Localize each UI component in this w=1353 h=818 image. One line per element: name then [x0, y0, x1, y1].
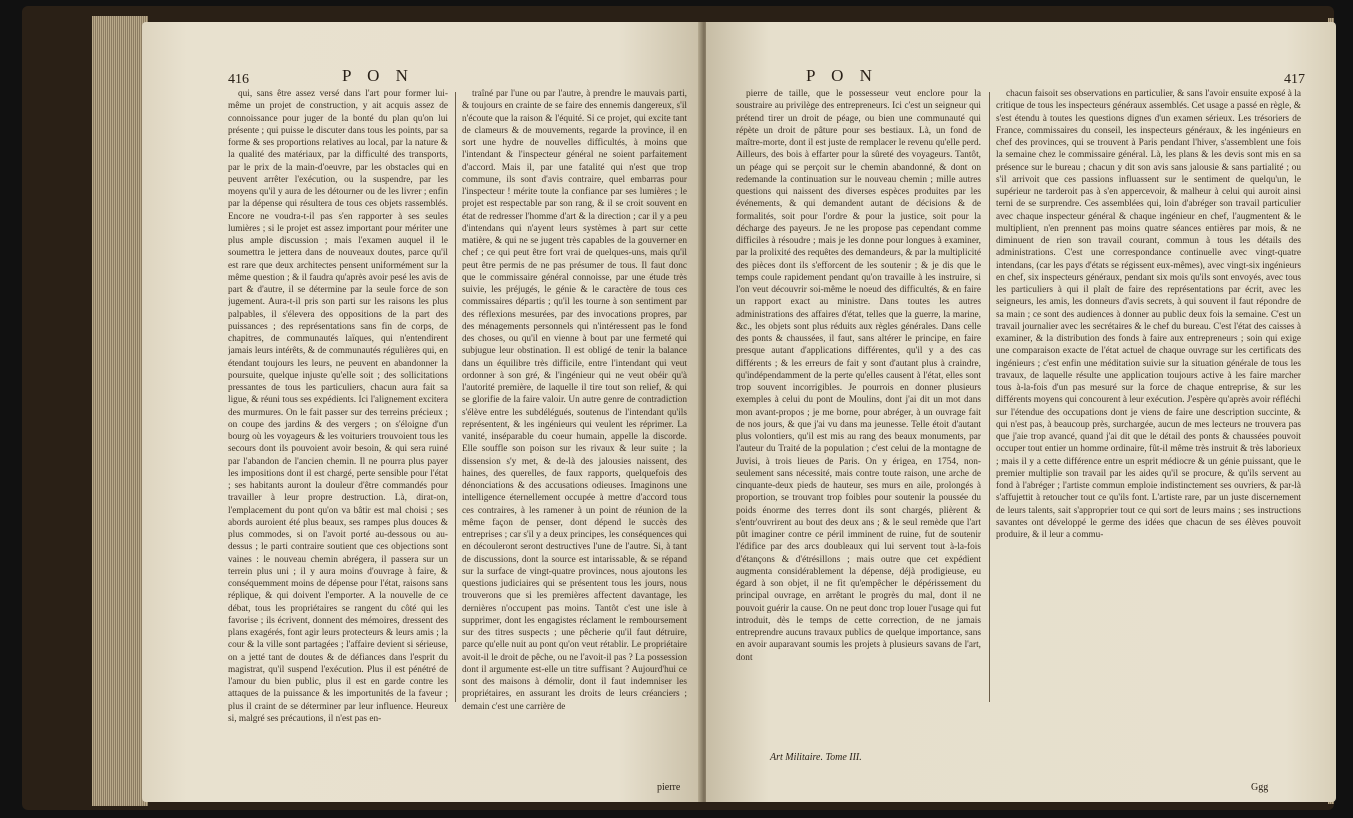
book	[22, 6, 1334, 810]
volume-footer: Art Militaire. Tome III.	[770, 752, 862, 763]
page-edges-left	[92, 16, 148, 806]
signature-mark: Ggg	[1251, 782, 1269, 793]
text-column	[228, 88, 448, 778]
column-rule	[455, 92, 456, 702]
running-header: P O N	[806, 66, 878, 85]
page-number: 416	[228, 72, 249, 87]
paragraph: chacun faisoit ses observations en particulier, & sans l'avoir ensuite exposé à la critique de tous les inspecteurs généraux assemblés. Cet usage a passé en règle, & s'est étendu à toutes les questions dignes d'un examen sérieux. Les trésoriers de France, commissaires du conseil, les inspecteurs généraux, & les ingénieurs en chef des provinces, qui se trouvent à Paris pendant l'hiver, s'assemblent une fois la semaine chez le commissaire général. Là, les plans & les devis sont mis en sa présence sur le bureau ; chacun y dit son avis sans jalousie & sans partialité ; ou s'il arrivoit que ces passions influassent sur le sentiment de quelqu'un, le supérieur ne tarderoit pas à s'en appercevoir, & malheur à celui qui auroit ainsi terni de se surprendre. Ces assemblées qui, loin d'abréger son travail particulier avec chaque inspecteur général & chaque ingénieur en chef, l'augmentent & le multiplient, n'en prennent pas moins quatre séances entières par mois, & ne diminuent de rien son travail courant, commun à tous les détails des administrations. C'est une correspondance continuelle avec vingt-quatre intendans, (car les pays d'états se régissent eux-mêmes), avec vingt-six ingénieurs en chef, six inspecteurs généraux, pendant six mois qu'ils sont envoyés, avec tous les particuliers à qui il plaît de faire des représentations par écrit, avec les seigneurs, les amis, les donneurs d'avis secrets, à qui souvent il faut répondre de sa main ; ce sont des audiences à donner au public deux fois la semaine. C'est un travail journalier avec les secrétaires & le chef du bureau. C'est l'état des caisses à examiner, & la distribution des fonds à faire aux entrepreneurs ; soin qui exige une comparaison exacte de l'état actuel de chaque ouvrage sur les certificats des ingénieurs ; c'est enfin une méditation suivie sur la situation générale de tous les travaux, de laquelle résulte une application toujours active à les faire marcher tous à-la-fois d'un pas mesuré sur la force de chaque entreprise, & sur les différents moyens qui concourent à leur exécution. J'espère qu'après avoir réfléchi sur l'étendue des occupations dont je viens de faire une description succinte, & qui n'est pas, à beaucoup près, surchargée, aucun de mes lecteurs ne trouvera pas que j'aie trop avancé, quand j'ai dit que le détail des ponts & chaussées pouvoit occuper tout entier un homme ordinaire, fût-il même très instruit & très laborieux ; mais il y a cette différence entre un esprit médiocre & un génie puissant, que le premier multiplie son travail par les aides qu'il se procure, & qu'ils servent au fond à l'abréger ; l'artiste commun emploie indistinctement ses ouvriers, & par-là s'affujettit à retoucher tout ce qu'ils font. L'artiste rare, par un juste discernement de leurs talents, sait s'approprier tout ce qui sort de leurs mains ; ses instructions savantes ont développé le germe des idées que chacun de ses élèves pouvoit produire, & il leur a commu-	[996, 89, 1301, 540]
paragraph: pierre de taille, que le possesseur veut enclore pour la soustraire au privilège des entrepreneurs. Ici c'est un seigneur qui prétend tirer un droit de péage, ou bien une communauté qui répète un droit de pâture pour ses bestiaux. Là, un fond de maître-morte, dont il est juste de remplacer le revenu qu'elle perd. Ailleurs, des bois à effarter pour la sûreté des voyageurs. Tantôt, un péage qui se perçoit sur le chemin abandonné, & dont on redemande la continuation sur le nouveau chemin ; mille autres questions qui naissent des diverses espèces produites par les événements, & qui demandent autant de décisions & de formalités, soit pour l'ordre & pour la justice, soit pour la décharge des payeurs. Je ne les propose pas cependant comme difficiles à résoudre ; mais je les donne pour longues à examiner, par la prolixité des requêtes des demandeurs, & par la multiplicité des pièces dont ils s'efforcent de les soutenir ; & je dis que le temps coule rapidement pendant qu'on travaille à les instruire, si l'on veut découvrir soi-même le noeud des difficultés, & en faire un rapport exact au ministre. Dans toutes les autres administrations des affaires d'état, telles que la guerre, la marine, &c., les objets sont plus réduits aux règles générales. Dans celle des ponts & chaussées, il faut, sans altérer le principe, en faire presque autant d'applications différentes, qu'il y a des cas différents ; & les erreurs de fait y sont d'autant plus à craindre, qu'indépendamment de la perte qu'elles causent à l'état, elles sont trop souvent incorrigibles. Je pourrois en donner plusieurs exemples à celui du pont de Moulins, dont j'ai dit un mot dans mon avant-propos ; je me borne, pour abréger, à un ouvrage fait de nos jours, & que j'ai vu dans ma jeunesse. Telle étoit d'autant plus volontiers, qu'il est mis au rang des beaux monuments, par l'auteur du Traité de la population ; c'est celui de la montagne de Juvisi, à trois lieues de Paris. On y érigea, en 1754, non-seulement sans nécessité, mais contre toute raison, une arche de cinquante-deux pieds de hauteur, ses murs en aile, prolongés à proportion, se trouvant trop foibles pour soutenir la poussée du poids énorme des terres dont ils sont chargés, plièrent & s'entr'ouvrirent au bout des deux ans ; & le seul remède que l'art pût imaginer contre ce péril imminent de ruine, fut de soutenir l'édifice par des arcs doubleaux qui lui servent tout à-la-fois d'étançons & d'étrésillons ; mais outre que cet expédient augmenta considérablement la dépense, déjà prodigieuse, eu égard à son objet, il ne fit qu'empêcher le dépérissement du principal ouvrage, en arrêtant le progrès du mal, dont il ne pouvoit guérir la cause. On ne peut donc trop louer l'usage qui fut introduit, dès le temps de cette correction, de ne jamais entreprendre aucuns travaux publics de quelque importance, sans en avoir auparavant soumis les projets à plusieurs savans de l'art, dont	[736, 89, 981, 663]
page-number: 417	[1284, 72, 1305, 87]
running-header: P O N	[342, 66, 414, 85]
paragraph: qui, sans être assez versé dans l'art pour former lui-même un projet de construction, y ait acquis assez de connoissance pour juger de la bonté du plan qu'on lui présente ; qui puisse le discuter dans tous les points, par sa forme & ses proportions relatives au local, par la nature & la qualité des matériaux, par la difficulté des transports, par le prix de la main-d'oeuvre, par les obstacles qui en peuvent arrêter l'exécution, ou la suspendre, par les moyens qu'il y aura de les détourner ou de les livrer ; enfin par la dépense qui résultera de tous ces objets rassemblés. Encore ne voudra-t-il pas s'en rapporter à ses seules lumières ; si le projet est assez important pour mériter une plus ample discussion ; mais l'examen auquel il le soumettra le jettera dans de nouveaux doutes, parce qu'il est rare que deux architectes pensent uniformément sur la même question ; & il faudra qu'après avoir pesé les avis de part & d'autre, il se détermine par la seule force de son jugement. Aura-t-il pris son parti sur les raisons les plus palpables, il s'élevera des oppositions de la part des puissances ; des représentations sans fin de corps, de chapitres, de communautés laïques, qui n'entendirent jamais leurs intérêts, & de communautés régulières qui, en étendant toujours les leurs, ne peuvent en abandonner la poursuite, quelque injuste qu'elle soit ; des sollicitations pressantes de tous les particuliers, chacun aura fait sa ligue, & réuni tous ses expédients. Ici l'alignement excitera des murmures. On le fait passer sur des terreins précieux ; on coupe des jardins & des vergers ; on s'éloigne d'un bourg où les voyageurs & les voituriers trouvoient tous les secours dont ils pouvoient avoir besoin, & qui sera ruiné par l'abandon de l'ancien chemin. Il ne pourra plus payer les impositions dont il est chargé, perte sensible pour l'état ; ses habitants auront la douleur d'être commandés pour travailler à leur propre destruction. Là, dirat-on, l'emplacement du pont qu'on va bâtir est mal choisi ; ses abords auroient été plus beaux, ses rampes plus douces & plus commodes, si on l'avoit porté au-dessous ou au-dessus ; le parti contraire soutient que ces objections sont vaines : le nouveau chemin abrégera, il passera sur un terrein plus uni ; il y aura moins d'ouvrage à faire, & conséquemment moins de dépense pour l'état, raisons sans réplique, & qui doivent l'emporter. A la nouvelle de ce débat, tous les propriétaires se rangent du côté qui les favorise ; ils écrivent, donnent des mémoires, dressent des plans exagérés, font agir leurs protecteurs & leurs amis ; la cour & la ville sont partagées ; l'affaire devient si sérieuse, on a jetté tant de doutes & de défiances dans l'esprit du magistrat, qu'il suspend l'exécution. Plus il est pénétré de l'amour du bien public, plus il est en garde contre les attaques de la puissance & les importunités de la faveur ; plus il craint de se déterminer par leur influence. Heureux si, malgré ses précautions, il n'est pas en-	[228, 89, 448, 724]
left-page	[142, 22, 702, 802]
text-column	[462, 88, 687, 778]
text-column	[996, 88, 1301, 778]
column-rule	[989, 92, 990, 702]
paragraph: traîné par l'une ou par l'autre, à prendre le mauvais parti, & toujours en crainte de se faire des ennemis dangereux, s'il n'écoute que la raison & l'équité. Si ce projet, qui excite tant de clameurs & de mouvements, regarde la province, il en sort une hydre de nouvelles difficultés, à moins que l'intendant & l'inspecteur général ne soient parfaitement d'accord. Mais il, par une fatalité qui n'est que trop commune, ils sont d'avis contraire, quel embarras pour l'inspecteur ! mérite toute la confiance par ses lumières ; le projet est respectable par son rang, & il se croit souvent en état de redresser l'homme d'art & la direction ; car il y a peu d'intendans qui n'ayent leurs systèmes à part sur cette matière, & qui ne se jugent très capables de la gouverner en chef ; ce qui peut être fort vrai de quelques-uns, mais qu'il peut être permis de ne pas présumer de tous. Il faut donc que le commissaire général connoisse, par une étude très suivie, les préjugés, le génie & le caractère de tous ces commissaires départis ; qu'il les tourne à son sentiment par des réflexions mesurées, par des invocations propres, par des ménagements personnels qui n'intéressent pas le fond des choses, ou qu'il en vienne à bout par une fermeté qui subjugue leur obstination. Il est obligé de tenir la balance dans un équilibre très difficile, entre l'intendant qui veut ordonner à son gré, & l'ingénieur qui ne veut obéir qu'à l'autorité première, de laquelle il tire tout son relief, & qui se glorifie de la faire valoir. Un autre genre de contradiction s'élève entre les subdélégués, soutenus de l'intendant qu'ils représentent, & les ingénieurs qui veulent les réprimer. La vanité, inséparable du coeur humain, appelle la discorde. Elle souffle son poison sur les rivaux & leur suite ; la dissension s'y met, & de-là des jalousies naissent, des haines, des querelles, de faux rapports, quelquefois des dénonciations & des accusations odieuses. Imaginons une intelligence éternellement occupée à mettre d'accord tous ces contraires, à les ramener à un point de réunion de la même façon de penser, dont dépend le succès des entreprises ; car s'il y a deux principes, les conséquences qui en découleront seront destructives l'une de l'autre. Si, à tant de discussions, dont la source est intarissable, & se répand sur la surface de vingt-quatre provinces, nous ajoutons les questions judiciaires qui se présentent tous les jours, nous trouverons que si les premières affectent davantage, les dernières n'occupent pas moins. Tantôt c'est une isle à supprimer, dont les engagistes réclament le remboursement sur des titres suspects ; une pêcherie qu'il faut détruire, parce qu'elle nuit au pont qu'on veut rétablir. Le propriétaire avoit-il le droit de pêche, ou ne l'avoit-il pas ? La possession dont il argumente est-elle un titre suffisant ? Aujourd'hui ce sont des maisons à démolir, dont il faut indemniser les propriétaires, en assurant les droits de leurs créanciers ; demain c'est une carrière de	[462, 89, 687, 712]
right-page	[706, 22, 1336, 802]
text-column	[736, 88, 981, 748]
catchword: pierre	[657, 782, 681, 793]
